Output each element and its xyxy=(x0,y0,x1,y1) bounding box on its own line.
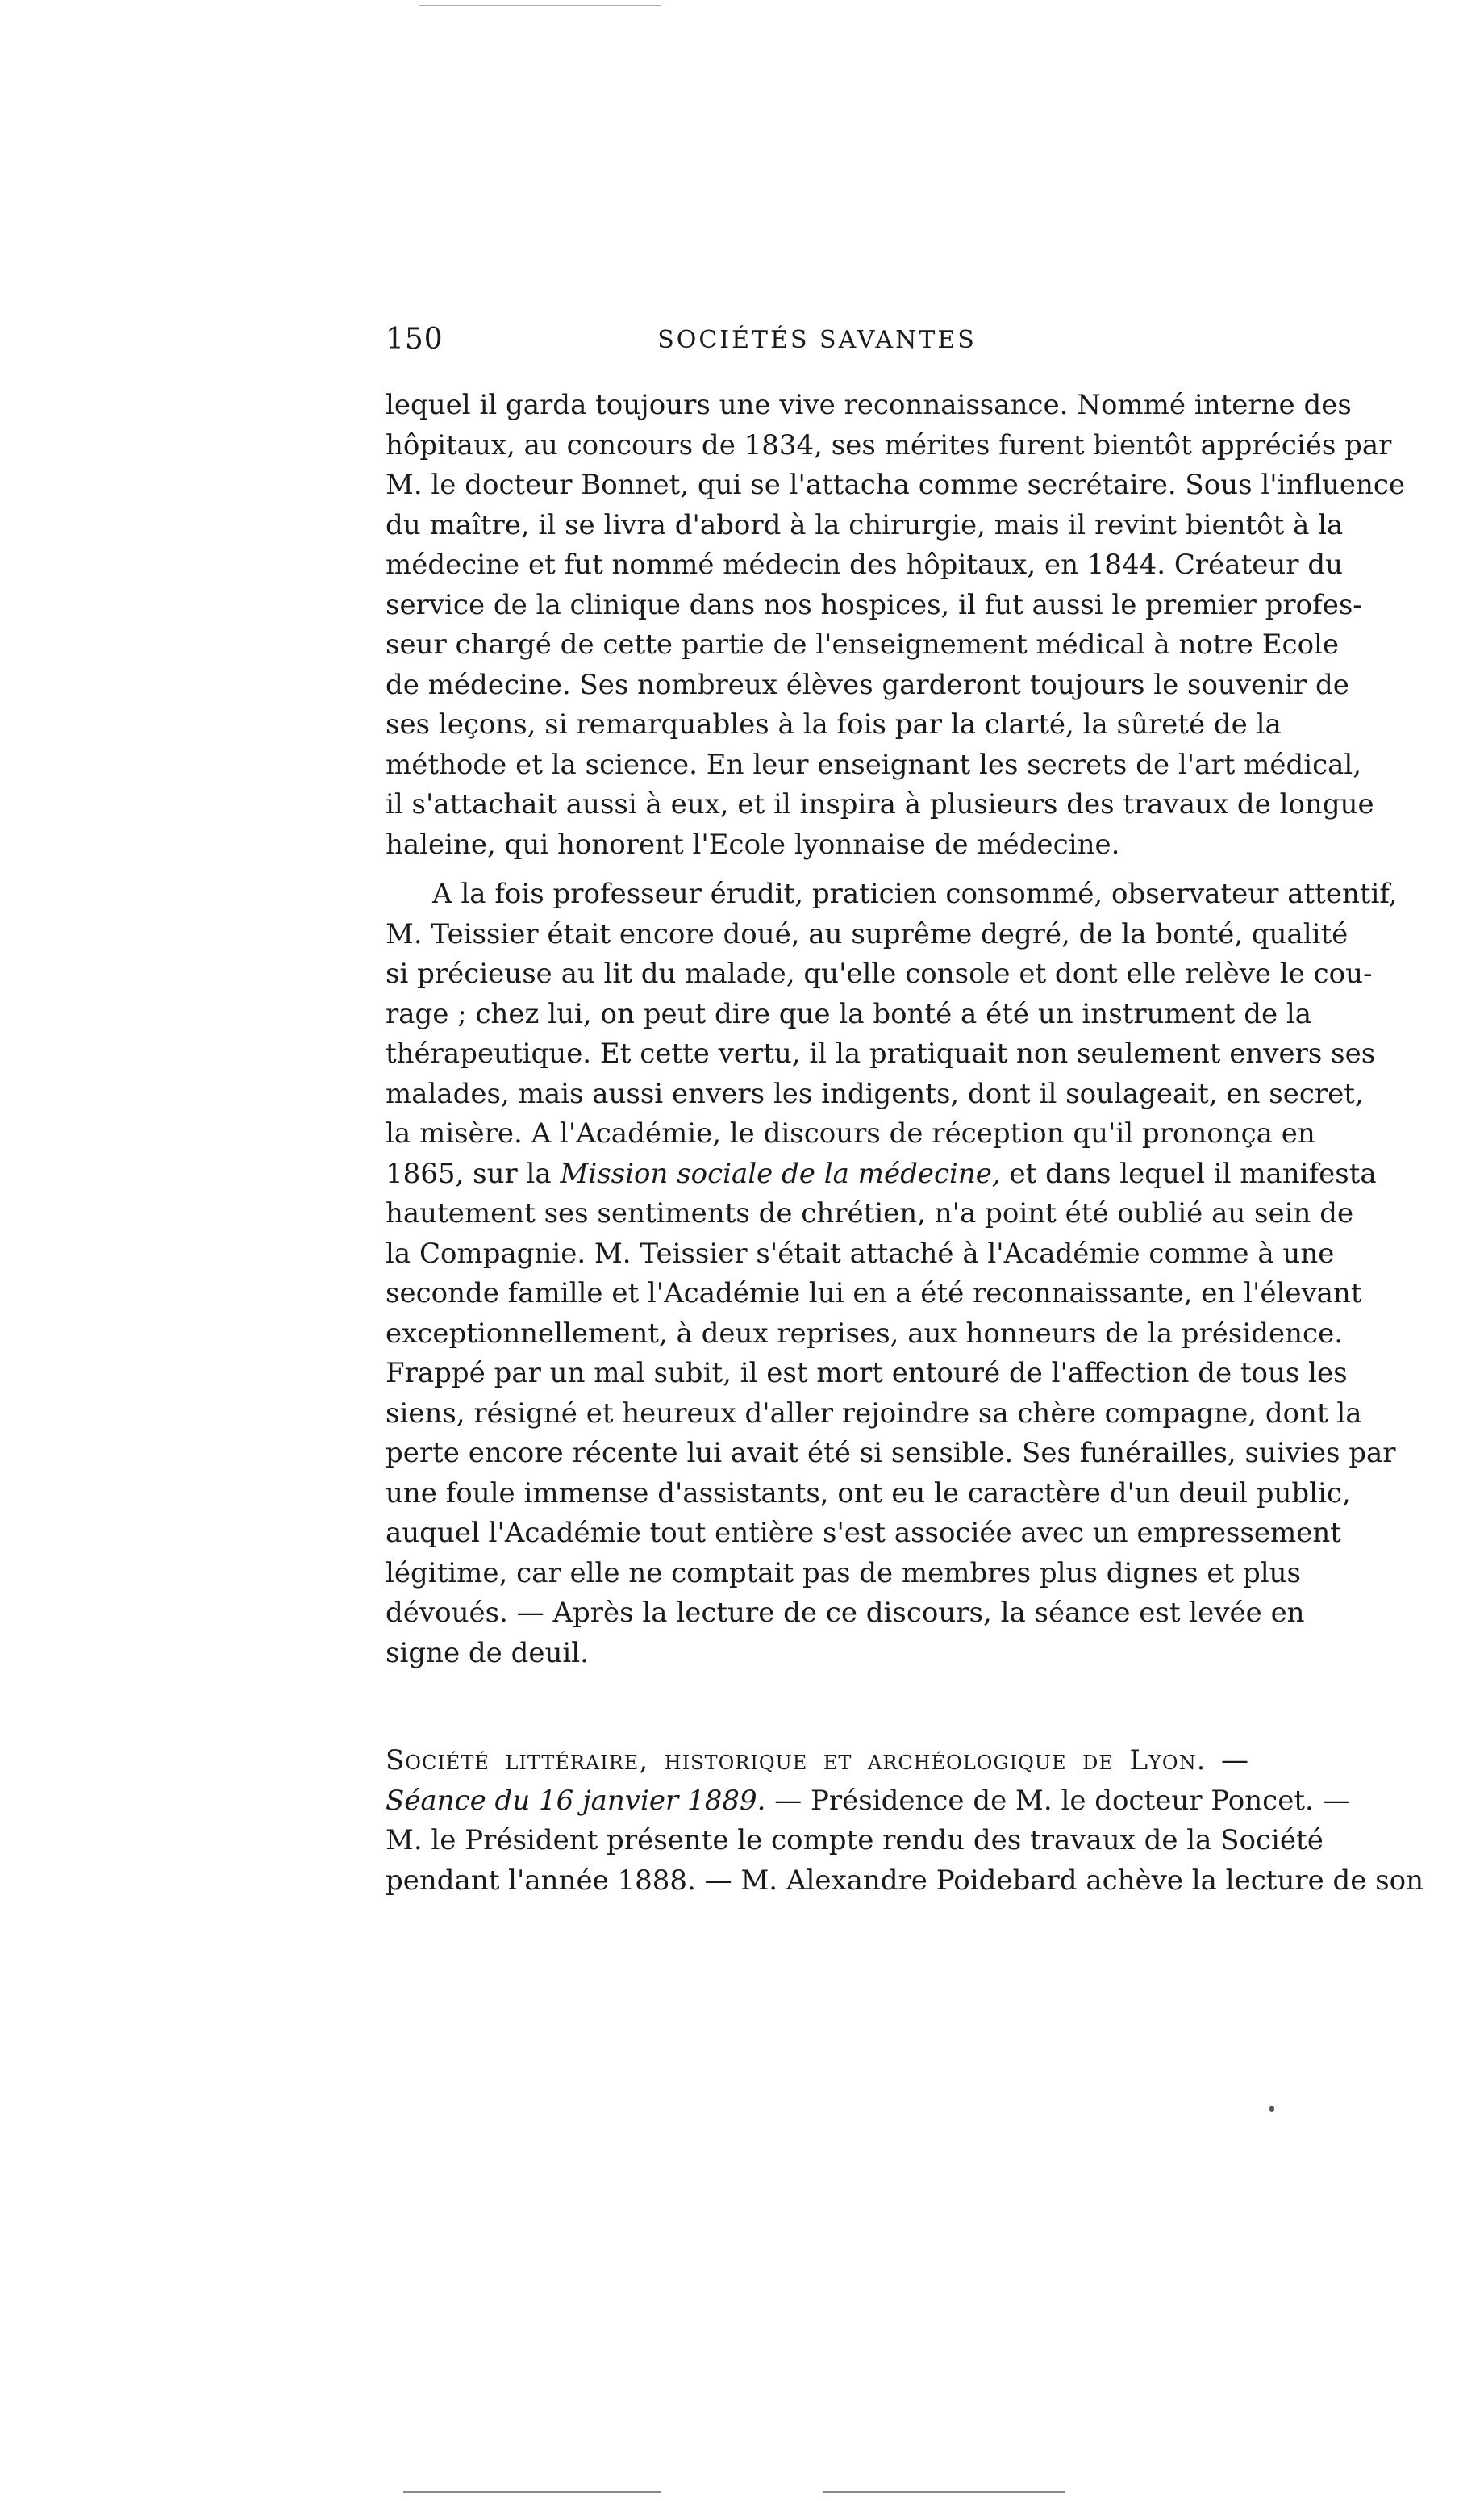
text-line: rage ; chez lui, on peut dire que la bonté a été un instrument de la xyxy=(386,997,1312,1030)
running-title: SOCIÉTÉS SAVANTES xyxy=(657,326,977,354)
session-date: Séance du 16 janvier 1889. xyxy=(386,1784,766,1817)
text-line: service de la clinique dans nos hospices, il fut aussi le premier profes- xyxy=(386,588,1362,621)
top-rule xyxy=(419,5,661,6)
text-line: signe de deuil. xyxy=(386,1636,589,1669)
text-line: perte encore récente lui avait été si sensible. Ses funérailles, suivies par xyxy=(386,1437,1396,1469)
text-line: médecine et fut nommé médecin des hôpitaux, en 1844. Créateur du xyxy=(386,549,1343,581)
text-line: pendant l'année 1888. — M. Alexandre Poidebard achève la lecture de son xyxy=(386,1864,1424,1897)
paragraph-1 xyxy=(386,386,1406,865)
text-line: du maître, il se livra d'abord à la chirurgie, mais il revint bientôt à la xyxy=(386,508,1344,541)
text-line: exceptionnellement, à deux reprises, aux honneurs de la présidence. xyxy=(386,1317,1343,1350)
text-line: dévoués. — Après la lecture de ce discours, la séance est levée en xyxy=(386,1597,1305,1629)
page-header xyxy=(386,323,1248,371)
text-line: M. Teissier était encore doué, au suprême degré, de la bonté, qualité xyxy=(386,917,1349,950)
text-line: légitime, car elle ne comptait pas de membres plus dignes et plus xyxy=(386,1556,1301,1589)
text-line: si précieuse au lit du malade, qu'elle console et dont elle relève le cou- xyxy=(386,958,1373,990)
body-text xyxy=(386,386,1406,1673)
text-line: A la fois professeur érudit, praticien consommé, observateur attentif, xyxy=(432,878,1398,910)
text-line: M. le docteur Bonnet, qui se l'attacha comme secrétaire. Sous l'influence xyxy=(386,469,1406,501)
page-number: 150 xyxy=(386,323,444,356)
scan-speck xyxy=(1269,2106,1274,2112)
heading-dash: — xyxy=(1206,1744,1249,1777)
text-line: malades, mais aussi envers les indigents, dont il soulageait, en secret, xyxy=(386,1077,1364,1110)
text-line: hôpitaux, au concours de 1834, ses mérites furent bientôt appréciés par xyxy=(386,428,1392,461)
society-section xyxy=(386,1741,1424,1901)
session-line xyxy=(386,1781,1350,1822)
text-line: M. le Président présente le compte rendu des travaux de la Société xyxy=(386,1824,1324,1856)
text-line: ses leçons, si remarquables à la fois par la clarté, la sûreté de la xyxy=(386,708,1282,741)
text-line: seur chargé de cette partie de l'enseignement médical à notre Ecole xyxy=(386,628,1340,661)
text-line: seconde famille et l'Académie lui en a été reconnaissante, en l'élevant xyxy=(386,1277,1362,1309)
text-line: Frappé par un mal subit, il est mort entouré de l'affection de tous les xyxy=(386,1357,1348,1389)
paragraph-gap xyxy=(386,865,1248,875)
text-line: haleine, qui honorent l'Ecole lyonnaise de médecine. xyxy=(386,828,1120,861)
paragraph-2 xyxy=(386,875,1398,1673)
text-line-with-title xyxy=(386,1154,1377,1195)
text-line: de médecine. Ses nombreux élèves garderont toujours le souvenir de xyxy=(386,668,1349,701)
line-prefix: 1865, sur la xyxy=(386,1157,561,1190)
line-suffix: et dans lequel il manifesta xyxy=(1000,1157,1377,1190)
text-line: la misère. A l'Académie, le discours de réception qu'il prononça en xyxy=(386,1117,1315,1150)
text-line: auquel l'Académie tout entière s'est associée avec un empressement xyxy=(386,1517,1341,1549)
session-rest: — Présidence de M. le docteur Poncet. — xyxy=(765,1784,1350,1817)
text-line: hautement ses sentiments de chrétien, n'a point été oublié au sein de xyxy=(386,1197,1354,1230)
section-heading-line xyxy=(386,1741,1248,1781)
text-line: siens, résigné et heureux d'aller rejoindre sa chère compagne, dont la xyxy=(386,1397,1362,1430)
work-title: Mission sociale de la médecine, xyxy=(560,1157,1001,1190)
section-heading: Société littéraire, historique et archéologique de Lyon. xyxy=(386,1744,1207,1777)
text-line: méthode et la science. En leur enseignant les secrets de l'art médical, xyxy=(386,748,1362,781)
text-line: une foule immense d'assistants, ont eu le caractère d'un deuil public, xyxy=(386,1476,1351,1509)
text-line: lequel il garda toujours une vive reconnaissance. Nommé interne des xyxy=(386,389,1352,421)
bottom-rule xyxy=(823,2491,1065,2493)
text-line: la Compagnie. M. Teissier s'était attaché à l'Académie comme à une xyxy=(386,1237,1335,1270)
bottom-rule xyxy=(403,2491,661,2493)
text-line: il s'attachait aussi à eux, et il inspira à plusieurs des travaux de longue xyxy=(386,788,1374,820)
text-line: thérapeutique. Et cette vertu, il la pratiquait non seulement envers ses xyxy=(386,1038,1376,1070)
